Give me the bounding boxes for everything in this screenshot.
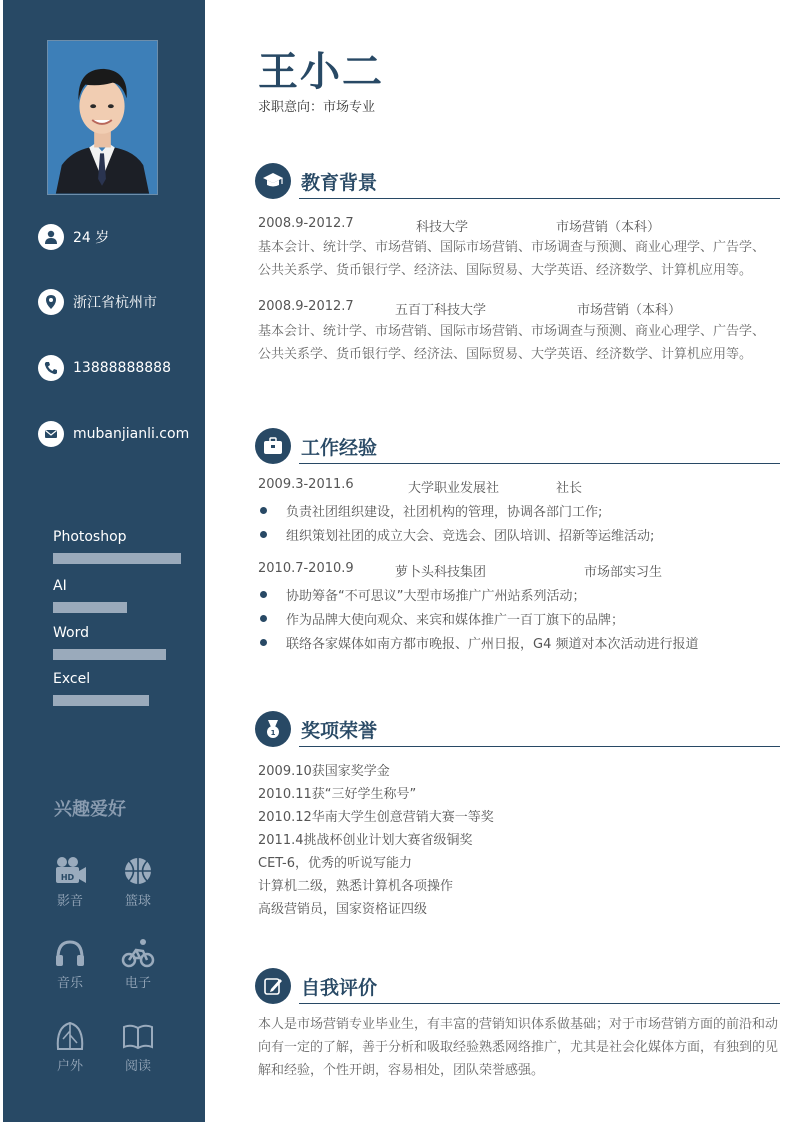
work-entry-header bbox=[258, 561, 758, 579]
phone-icon bbox=[38, 355, 64, 381]
hobby-music bbox=[45, 938, 95, 991]
section-evaluation bbox=[255, 968, 780, 1004]
basketball-icon bbox=[121, 856, 155, 886]
work-org: 萝卜头科技集团 bbox=[395, 565, 487, 580]
work-role: 社长 bbox=[556, 481, 583, 496]
education-entry-header bbox=[258, 216, 758, 234]
bullet-dot bbox=[260, 639, 267, 646]
education-date: 2008.9-2012.7 bbox=[258, 216, 354, 231]
work-bullet bbox=[258, 525, 758, 543]
work-entry-header bbox=[258, 477, 758, 495]
section-title: 奖项荣誉 bbox=[301, 720, 378, 742]
hobby-label: 户外 bbox=[56, 1059, 83, 1074]
work-role: 市场部实习生 bbox=[584, 565, 663, 580]
svg-text:1: 1 bbox=[270, 729, 276, 737]
section-title: 工作经验 bbox=[301, 437, 378, 459]
bullet-text: 作为品牌大使向观众、来宾和媒体推广一百丁旗下的品牌； bbox=[286, 613, 625, 628]
bullet-dot bbox=[260, 591, 267, 598]
candidate-name: 王小二 bbox=[258, 49, 384, 95]
skill-bar bbox=[53, 602, 181, 613]
edit-icon bbox=[255, 968, 291, 1004]
award-item: 2010.12华南大学生创意营销大赛一等奖 bbox=[258, 810, 494, 825]
skill-ai bbox=[53, 576, 193, 613]
hobby-label: 篮球 bbox=[124, 894, 151, 909]
contact-location bbox=[38, 288, 157, 316]
skill-excel bbox=[53, 669, 193, 706]
award-item: 2011.4挑战杯创业计划大赛省级铜奖 bbox=[258, 833, 473, 848]
skill-name: AI bbox=[53, 578, 67, 594]
award-item: CET-6，优秀的听说写能力 bbox=[258, 856, 413, 871]
courses-line: 基本会计、统计学、市场营销、国际市场营销、市场调查与预测、商业心理学、广告学、 bbox=[258, 240, 766, 255]
leaf-icon bbox=[53, 1021, 87, 1051]
courses-line: 公共关系学、货币银行学、经济法、国际贸易、大学英语、经济数学、计算机应用等。 bbox=[258, 263, 753, 278]
hobby-label: 影音 bbox=[56, 894, 83, 909]
award-item: 2009.10获国家奖学金 bbox=[258, 764, 390, 779]
portrait-image bbox=[48, 41, 157, 194]
hobby-title: 兴趣爱好 bbox=[54, 799, 126, 820]
work-bullet bbox=[258, 633, 758, 651]
hobby-label: 电子 bbox=[124, 976, 151, 991]
contact-age bbox=[38, 223, 109, 251]
bullet-dot bbox=[260, 531, 267, 538]
skill-bar-fill bbox=[53, 602, 127, 613]
section-title: 自我评价 bbox=[301, 977, 378, 999]
courses-line: 基本会计、统计学、市场营销、国际市场营销、市场调查与预测、商业心理学、广告学、 bbox=[258, 324, 766, 339]
section-divider bbox=[299, 1003, 780, 1004]
person-icon bbox=[38, 224, 64, 250]
hobby-video bbox=[45, 856, 95, 909]
age-text: 24 岁 bbox=[73, 230, 110, 246]
education-major: 市场营销（本科） bbox=[556, 220, 661, 235]
svg-text:HD: HD bbox=[60, 873, 75, 882]
section-divider bbox=[299, 463, 780, 464]
headphones-icon bbox=[53, 938, 87, 968]
phone-text[interactable]: 13888888888 bbox=[73, 360, 171, 376]
hobby-label: 音乐 bbox=[56, 976, 83, 991]
hobby-outdoor bbox=[45, 1021, 95, 1074]
section-work bbox=[255, 428, 780, 464]
skill-bar bbox=[53, 553, 181, 564]
award-item: 2010.11获“三好学生称号” bbox=[258, 787, 417, 802]
bullet-dot bbox=[260, 615, 267, 622]
hobby-label: 阅读 bbox=[124, 1059, 151, 1074]
education-courses bbox=[258, 236, 786, 282]
section-title: 教育背景 bbox=[301, 172, 378, 194]
skill-bar-fill bbox=[53, 649, 166, 660]
medal-icon bbox=[255, 711, 291, 747]
cycling-icon bbox=[121, 938, 155, 968]
section-divider bbox=[299, 746, 780, 747]
work-date: 2009.3-2011.6 bbox=[258, 477, 354, 492]
bullet-text: 负责社团组织建设，社团机构的管理，协调各部门工作; bbox=[286, 505, 603, 520]
skill-word bbox=[53, 623, 193, 660]
evaluation-text: 本人是市场营销专业毕业生，有丰富的营销知识体系做基础；对于市场营销方面的前沿和动向有一定的了解，善于分析和吸取经验熟悉网络推广，尤其是社会化媒体方面，有独到的见解和经验，个性开朗，容易相处，团队荣誉感强。 bbox=[258, 1017, 779, 1078]
job-intent: 求职意向：市场专业 bbox=[258, 100, 376, 115]
section-education bbox=[255, 163, 780, 199]
award-item: 计算机二级，熟悉计算机各项操作 bbox=[258, 879, 454, 894]
skill-name: Word bbox=[53, 625, 89, 641]
email-text[interactable]: mubanjianli.com bbox=[73, 426, 190, 442]
video-camera-icon bbox=[53, 856, 87, 886]
graduation-cap-icon bbox=[255, 163, 291, 199]
email-icon bbox=[38, 421, 64, 447]
skill-name: Excel bbox=[53, 671, 91, 687]
skill-bar-fill bbox=[53, 695, 149, 706]
skill-name: Photoshop bbox=[53, 529, 127, 545]
location-text: 浙江省杭州市 bbox=[73, 295, 157, 311]
location-icon bbox=[38, 289, 64, 315]
contact-phone bbox=[38, 354, 171, 382]
briefcase-icon bbox=[255, 428, 291, 464]
work-org: 大学职业发展社 bbox=[408, 481, 500, 496]
skill-photoshop bbox=[53, 527, 193, 564]
skill-bar bbox=[53, 695, 181, 706]
education-major: 市场营销（本科） bbox=[577, 303, 682, 318]
hobby-cycling bbox=[113, 938, 163, 991]
courses-line: 公共关系学、货币银行学、经济法、国际贸易、大学英语、经济数学、计算机应用等。 bbox=[258, 347, 753, 362]
work-bullet bbox=[258, 609, 758, 627]
section-divider bbox=[299, 198, 780, 199]
work-bullet bbox=[258, 501, 758, 519]
book-icon bbox=[121, 1021, 155, 1051]
sidebar bbox=[3, 0, 205, 1122]
contact-email bbox=[38, 420, 189, 448]
education-entry-header bbox=[258, 299, 758, 317]
education-date: 2008.9-2012.7 bbox=[258, 299, 354, 314]
skill-bar-fill bbox=[53, 553, 181, 564]
bullet-dot bbox=[260, 507, 267, 514]
bullet-text: 协助筹备“不可思议”大型市场推广广州站系列活动； bbox=[286, 589, 586, 604]
work-bullet bbox=[258, 585, 758, 603]
education-school: 科技大学 bbox=[416, 220, 469, 235]
hobby-reading bbox=[113, 1021, 163, 1074]
section-awards bbox=[255, 711, 780, 747]
education-school: 五百丁科技大学 bbox=[395, 303, 487, 318]
profile-photo bbox=[47, 40, 158, 195]
education-courses bbox=[258, 320, 786, 366]
bullet-text: 联络各家媒体如南方都市晚报、广州日报，G4 频道对本次活动进行报道 bbox=[286, 637, 699, 652]
work-date: 2010.7-2010.9 bbox=[258, 561, 354, 576]
hobby-basketball bbox=[113, 856, 163, 909]
award-item: 高级营销员，国家资格证四级 bbox=[258, 902, 428, 917]
skill-bar bbox=[53, 649, 181, 660]
bullet-text: 组织策划社团的成立大会、竞选会、团队培训、招新等运维活动; bbox=[286, 529, 655, 544]
